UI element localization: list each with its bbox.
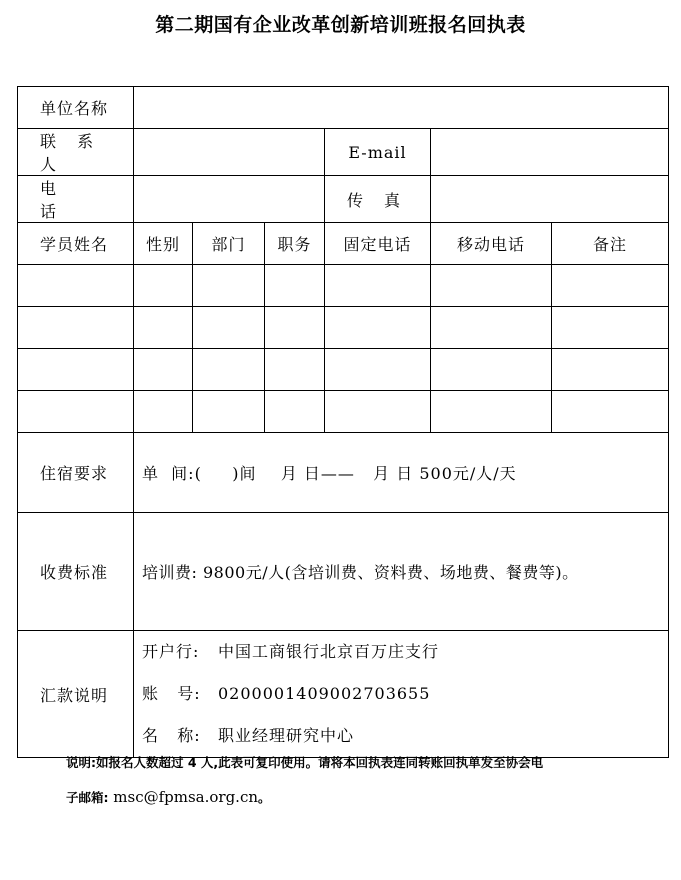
note-email-suffix: 。	[258, 790, 271, 805]
trainee-gender-cell[interactable]	[134, 349, 193, 391]
trainee-landline-cell[interactable]	[325, 307, 431, 349]
trainee-name-cell[interactable]	[18, 265, 134, 307]
header-position: 职务	[265, 223, 325, 265]
header-remarks: 备注	[552, 223, 669, 265]
trainee-mobile-cell[interactable]	[431, 265, 552, 307]
phone-label	[18, 176, 134, 223]
trainee-landline-cell[interactable]	[325, 349, 431, 391]
remit-row	[18, 631, 669, 758]
note-line-2	[66, 788, 271, 806]
trainee-row	[18, 265, 669, 307]
trainee-remarks-cell[interactable]	[552, 307, 669, 349]
trainee-gender-cell[interactable]	[134, 307, 193, 349]
contact-field[interactable]	[134, 129, 325, 176]
contact-row	[18, 129, 669, 176]
contact-label: 联 系 人	[18, 129, 134, 176]
trainee-name-cell[interactable]	[18, 349, 134, 391]
remit-name-value: 职业经理研究中心	[218, 726, 355, 745]
registration-form	[17, 86, 669, 758]
lodging-text[interactable]: 单 间:( )间 月 日—— 月 日 500元/人/天	[134, 433, 669, 513]
trainee-gender-cell[interactable]	[134, 265, 193, 307]
remit-bank-value: 中国工商银行北京百万庄支行	[218, 642, 440, 661]
note-email-address[interactable]: msc@fpmsa.org.cn	[108, 788, 259, 806]
fax-label: 传 真	[325, 176, 431, 223]
header-landline: 固定电话	[325, 223, 431, 265]
trainee-landline-cell[interactable]	[325, 265, 431, 307]
trainee-department-cell[interactable]	[193, 307, 265, 349]
remit-account-key: 账 号:	[142, 684, 201, 703]
trainee-remarks-cell[interactable]	[552, 349, 669, 391]
header-gender: 性别	[134, 223, 193, 265]
trainee-name-cell[interactable]	[18, 307, 134, 349]
trainee-name-cell[interactable]	[18, 391, 134, 433]
trainee-row	[18, 391, 669, 433]
unit-row	[18, 87, 669, 129]
email-label: E-mail	[325, 129, 431, 176]
trainee-department-cell[interactable]	[193, 349, 265, 391]
unit-field[interactable]	[134, 87, 669, 129]
remit-label: 汇款说明	[18, 631, 134, 758]
header-mobile: 移动电话	[431, 223, 552, 265]
trainee-position-cell[interactable]	[265, 265, 325, 307]
trainee-mobile-cell[interactable]	[431, 307, 552, 349]
email-field[interactable]	[431, 129, 669, 176]
trainee-remarks-cell[interactable]	[552, 391, 669, 433]
trainee-landline-cell[interactable]	[325, 391, 431, 433]
remit-account-line	[134, 673, 668, 715]
trainee-row	[18, 307, 669, 349]
trainee-department-cell[interactable]	[193, 265, 265, 307]
remit-bank-key: 开户行:	[142, 642, 200, 661]
trainee-department-cell[interactable]	[193, 391, 265, 433]
phone-field[interactable]	[134, 176, 325, 223]
trainee-mobile-cell[interactable]	[431, 391, 552, 433]
remit-bank-line	[134, 631, 668, 673]
trainee-position-cell[interactable]	[265, 307, 325, 349]
phone-label-text: 电 话	[40, 179, 83, 221]
fee-text: 培训费: 9800元/人(含培训费、资料费、场地费、餐费等)。	[134, 513, 669, 631]
page-title: 第二期国有企业改革创新培训班报名回执表	[155, 14, 526, 36]
header-name: 学员姓名	[18, 223, 134, 265]
trainee-row	[18, 349, 669, 391]
trainee-position-cell[interactable]	[265, 349, 325, 391]
trainee-position-cell[interactable]	[265, 391, 325, 433]
remit-details	[134, 631, 669, 758]
fee-row	[18, 513, 669, 631]
unit-label: 单位名称	[18, 87, 134, 129]
remit-account-value: 0200001409002703655	[218, 684, 431, 703]
trainee-mobile-cell[interactable]	[431, 349, 552, 391]
remit-name-key: 名 称:	[142, 726, 201, 745]
trainee-header-row	[18, 223, 669, 265]
header-department: 部门	[193, 223, 265, 265]
phone-row	[18, 176, 669, 223]
lodging-row	[18, 433, 669, 513]
lodging-label: 住宿要求	[18, 433, 134, 513]
note-line-1: 说明:如报名人数超过 4 人,此表可复印使用。请将本回执表连同转账回执单发至协会电	[66, 755, 544, 770]
note-email-prefix: 子邮箱:	[66, 790, 109, 805]
remit-name-line	[134, 715, 668, 757]
fee-label: 收费标准	[18, 513, 134, 631]
trainee-remarks-cell[interactable]	[552, 265, 669, 307]
trainee-gender-cell[interactable]	[134, 391, 193, 433]
fax-field[interactable]	[431, 176, 669, 223]
